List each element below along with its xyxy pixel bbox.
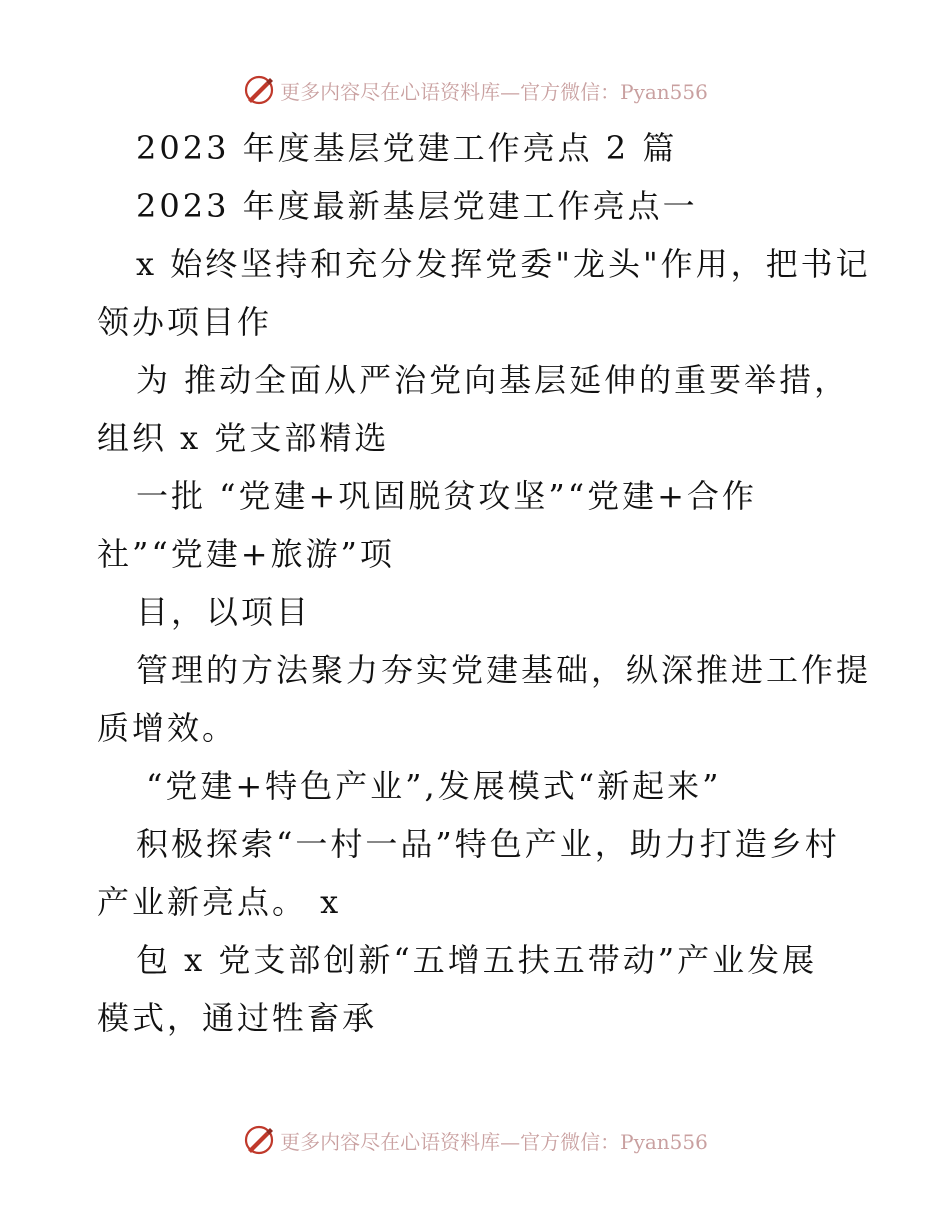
doc-subtitle: 2023 年度最新基层党建工作亮点一	[136, 187, 698, 225]
doc-line: 领办项目作	[97, 303, 273, 341]
doc-line: 组织 x 党支部精选	[97, 419, 390, 457]
doc-line: 积极探索“一村一品”特色产业，助力打造乡村	[136, 825, 840, 863]
doc-title: 2023 年度基层党建工作亮点 2 篇	[136, 129, 678, 167]
doc-line: 管理的方法聚力夯实党建基础，纵深推进工作提	[136, 651, 872, 689]
doc-line: x 始终坚持和充分发挥党委"龙头"作用，把书记	[136, 245, 871, 283]
doc-line: 为 推动全面从严治党向基层延伸的重要举措，	[136, 361, 850, 399]
doc-line: 社”“党建+旅游”项	[97, 535, 395, 573]
doc-line: 质增效。	[97, 709, 238, 747]
doc-line: 产业新亮点。 x	[97, 883, 342, 921]
footer-watermark	[0, 1120, 950, 1160]
doc-line: 包 x 党支部创新“五增五扶五带动”产业发展	[136, 941, 818, 979]
pen-logo-icon	[242, 1123, 276, 1157]
watermark-text: 更多内容尽在心语资料库—官方微信：Pyan556	[280, 1129, 708, 1154]
doc-section-heading: “党建+特色产业”,发展模式“新起来”	[146, 767, 722, 805]
doc-line: 一批 “党建+巩固脱贫攻坚”“党建+合作	[136, 477, 757, 515]
watermark-text: 更多内容尽在心语资料库—官方微信：Pyan556	[280, 79, 708, 104]
doc-line: 目，以项目	[136, 593, 312, 631]
doc-line: 模式，通过牲畜承	[97, 999, 378, 1037]
